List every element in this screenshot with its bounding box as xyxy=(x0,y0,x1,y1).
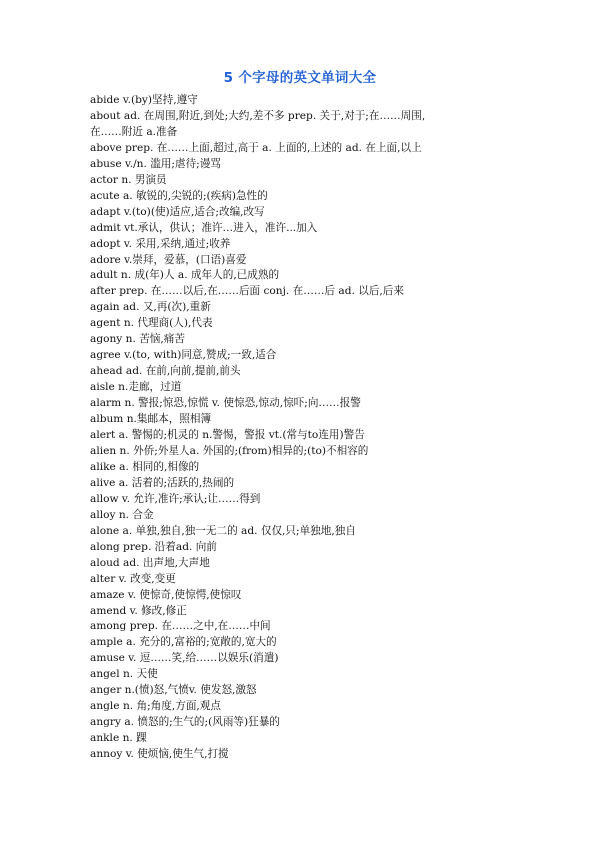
word-entry xyxy=(90,747,520,763)
word-entry-text: abuse v./n. 滥用;虐待;谩骂 xyxy=(90,157,221,170)
word-entry xyxy=(90,316,520,332)
word-entry-text: admit vt.承认，供认；准许…进入，准许...加入 xyxy=(90,221,318,234)
word-entry-text: allow v. 允许,准许;承认;让……得到 xyxy=(90,492,261,505)
word-entry xyxy=(90,173,520,189)
word-entry xyxy=(90,604,520,620)
word-entry-text: amaze v. 使惊奇,使惊愕,使惊叹 xyxy=(90,588,242,601)
word-entry xyxy=(90,364,520,380)
word-entry-continuation: 在……附近 a.准备 xyxy=(90,125,178,138)
word-entry xyxy=(90,284,520,300)
word-entry xyxy=(90,141,520,157)
word-entry xyxy=(90,588,520,604)
word-entry xyxy=(90,332,520,348)
word-entry xyxy=(90,268,520,284)
word-entry-text: adult n. 成(年)人 a. 成年人的,已成熟的 xyxy=(90,269,280,282)
word-list xyxy=(90,93,520,763)
page-title: 5 个字母的英文单词大全 xyxy=(223,70,377,86)
word-entry-text: adapt v.(to)(使)适应,适合;改编,改写 xyxy=(90,205,265,218)
word-entry xyxy=(90,300,520,316)
word-entry-text: ankle n. 踝 xyxy=(90,732,147,745)
word-entry xyxy=(90,205,520,221)
word-entry xyxy=(90,412,520,428)
word-entry xyxy=(90,444,520,460)
word-entry xyxy=(90,109,520,141)
word-entry-text: amuse v. 逗……笑,给……以娱乐(消遣) xyxy=(90,652,279,665)
word-entry xyxy=(90,380,520,396)
word-entry xyxy=(90,699,520,715)
word-entry-text: above prep. 在……上面,超过,高于 a. 上面的,上述的 ad. 在上面,以上 xyxy=(90,141,422,154)
word-entry-text: alike a. 相同的,相像的 xyxy=(90,460,200,473)
word-entry-text: angry a. 愤怒的;生气的;(风雨等)狂暴的 xyxy=(90,716,280,729)
word-entry xyxy=(90,221,520,237)
word-entry xyxy=(90,476,520,492)
word-entry-text: ample a. 充分的,富裕的;宽敞的,宽大的 xyxy=(90,636,277,649)
word-entry-text: adopt v. 采用,采纳,通过;收养 xyxy=(90,237,231,250)
word-entry-text: adore v.崇拜，爱慕，(口语)喜爱 xyxy=(90,253,247,266)
word-entry-text: alarm n. 警报;惊恐,惊慌 v. 使惊恐,惊动,惊吓;向……报警 xyxy=(90,397,361,410)
word-entry xyxy=(90,572,520,588)
word-entry-text: annoy v. 使烦恼,使生气,打搅 xyxy=(90,748,229,761)
word-entry-text: agent n. 代理商(人),代表 xyxy=(90,317,213,330)
word-entry xyxy=(90,524,520,540)
word-entry xyxy=(90,556,520,572)
word-entry-text: album n.集邮本，照相簿 xyxy=(90,413,212,426)
word-entry xyxy=(90,731,520,747)
word-entry-text: alone a. 单独,独自,独一无二的 ad. 仅仅,只;单独地,独自 xyxy=(90,524,356,537)
word-entry-text: alien n. 外侨;外星人a. 外国的;(from)相异的;(to)不相容的 xyxy=(90,444,369,457)
word-entry-text: angel n. 天使 xyxy=(90,668,158,681)
word-entry-text: alive a. 活着的;活跃的,热闹的 xyxy=(90,476,235,489)
word-entry-text: again ad. 又,再(次),重新 xyxy=(90,301,211,314)
word-entry xyxy=(90,93,520,109)
word-entry xyxy=(90,492,520,508)
word-entry xyxy=(90,683,520,699)
word-entry-text: among prep. 在……之中,在……中间 xyxy=(90,620,271,633)
word-entry xyxy=(90,428,520,444)
word-entry xyxy=(90,667,520,683)
word-entry-text: alloy n. 合金 xyxy=(90,508,154,521)
word-entry-text: about ad. 在周围,附近,到处;大约,差不多 prep. 关于,对于;在……周围, xyxy=(90,109,426,122)
word-entry xyxy=(90,396,520,412)
word-entry-text: alter v. 改变,变更 xyxy=(90,572,176,585)
word-entry-text: amend v. 修改,修正 xyxy=(90,604,187,617)
word-entry xyxy=(90,619,520,635)
word-entry-text: alert a. 警惕的;机灵的 n.警惕，警报 vt.(常与to连用)警告 xyxy=(90,429,365,442)
word-entry xyxy=(90,508,520,524)
word-entry-text: angle n. 角;角度,方面,观点 xyxy=(90,700,221,713)
word-entry-text: ahead ad. 在前,向前,提前,前头 xyxy=(90,365,241,378)
word-entry-text: along prep. 沿着ad. 向前 xyxy=(90,540,217,553)
word-entry xyxy=(90,651,520,667)
word-entry xyxy=(90,460,520,476)
word-entry-text: anger n.(愤)怒,气愤v. 使发怒,激怒 xyxy=(90,684,257,697)
word-entry xyxy=(90,540,520,556)
word-entry xyxy=(90,635,520,651)
word-entry-text: abide v.(by)坚持,遵守 xyxy=(90,94,198,106)
word-entry xyxy=(90,237,520,253)
word-entry xyxy=(90,715,520,731)
word-entry xyxy=(90,253,520,269)
word-entry-text: agree v.(to, with)同意,赞成;一致,适合 xyxy=(90,349,277,362)
word-entry-text: aloud ad. 出声地,大声地 xyxy=(90,556,210,569)
word-entry-text: agony n. 苦恼,痛苦 xyxy=(90,333,185,346)
word-entry-text: acute a. 敏锐的,尖锐的;(疾病)急性的 xyxy=(90,189,268,202)
word-entry-text: aisle n.走廊，过道 xyxy=(90,381,182,394)
word-entry xyxy=(90,157,520,173)
word-entry-text: after prep. 在……以后,在……后面 conj. 在……后 ad. 以后,后来 xyxy=(90,285,404,298)
word-entry xyxy=(90,348,520,364)
word-entry xyxy=(90,189,520,205)
word-entry-text: actor n. 男演员 xyxy=(90,173,167,186)
